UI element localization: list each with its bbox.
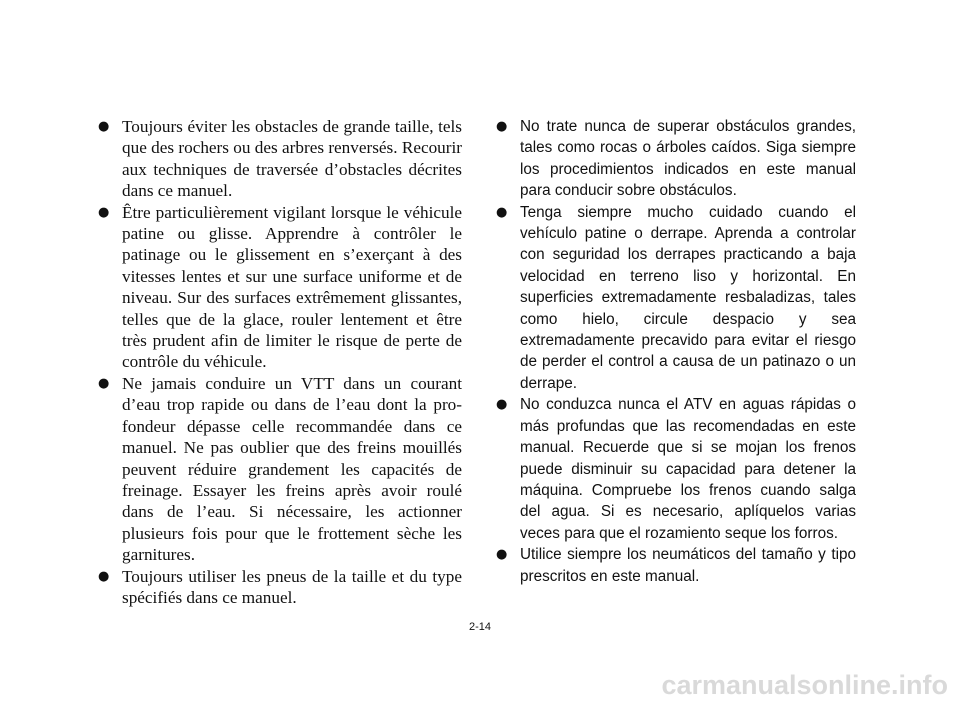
list-item: ● Tenga siempre mucho cuidado cuando el vehículo patine o derrape. Aprenda a controlar con seguridad los derrapes practicando a baja velocidad en terreno liso y horizontal. En superficies extremadamente resbaladizas, tales como hielo, circule despacio y sea extremadamente precavido para evitar el riesgo de perder el control a causa de un patinazo o un derrape. xyxy=(496,202,856,395)
page-number: 2-14 xyxy=(468,621,492,633)
list-item: ● Toujours éviter les obstacles de grande taille, tels que des rochers ou des arbres renversés. Recourir aux techniques de traversée d’obstacles décrites dans ce manuel. xyxy=(98,116,462,202)
list-item: ● Utilice siempre los neumáticos del tamaño y tipo prescritos en este manual. xyxy=(496,544,856,587)
list-item: ● Être particulièrement vigilant lorsque le véhicule patine ou glisse. Apprendre à contrôler le patinage ou le glissement en s’exerçant à des vitesses lentes et sur une surface uniforme et de niveau. Sur des surfaces extrêmement glissantes, telles que de la glace, rouler lentement et être très prudent afin de limiter le risque de perte de contrôle du véhicule. xyxy=(98,202,462,373)
list-item: ● Ne jamais conduire un VTT dans un courant d’eau trop rapide ou dans de l’eau dont la profondeur dépasse celle recommandée dans ce manuel. Ne pas oublier que des freins mouillés peuvent réduire grandement les capacités de freinage. Essayer les freins après avoir roulé dans de l’eau. Si nécessaire, les actionner plusieurs fois pour que le frottement sèche les garnitures. xyxy=(98,373,462,566)
list-item: ● No trate nunca de superar obstáculos grandes, tales como rocas o árboles caídos. Siga siempre los procedimientos indicados en este manual para conducir sobre obstáculos. xyxy=(496,116,856,202)
spanish-warning-list xyxy=(496,116,856,587)
list-item: ● Toujours utiliser les pneus de la taille et du type spécifiés dans ce manuel. xyxy=(98,566,462,609)
french-warning-list xyxy=(98,116,462,608)
list-item: ● No conduzca nunca el ATV en aguas rápidas o más profundas que las recomendadas en este manual. Recuerde que si se mojan los frenos puede disminuir su capacidad para detener la máquina. Compruebe los frenos cuando salga del agua. Si es necesario, aplíquelos varias veces para que el rozamiento seque los forros. xyxy=(496,394,856,544)
watermark-text: carmanualsonline.info xyxy=(661,670,948,700)
